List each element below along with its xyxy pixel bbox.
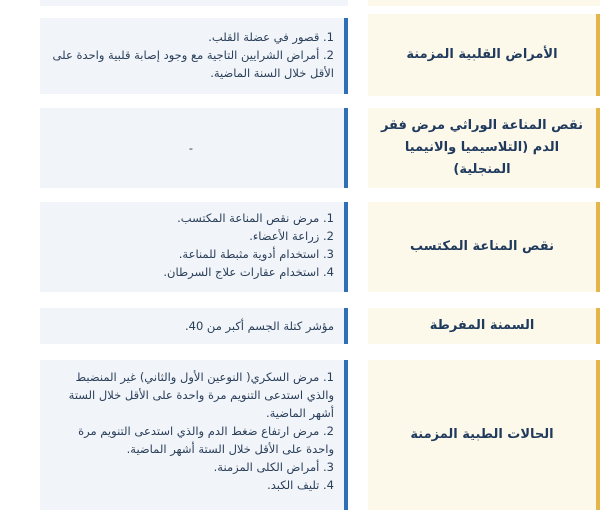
- condition-row-acquired-immunodeficiency: [0, 202, 600, 292]
- condition-label: [368, 202, 600, 292]
- list-item: 3. أمراض الكلى المزمنة.: [213, 460, 334, 474]
- condition-detail: [40, 360, 348, 510]
- list-item: 2. زراعة الأعضاء.: [249, 229, 334, 243]
- condition-label: [368, 108, 600, 188]
- previous-row-fragment: [40, 0, 348, 6]
- condition-detail-list: [48, 368, 334, 494]
- condition-row-obesity: [0, 308, 600, 344]
- condition-label-text: نقص المناعة الوراثي مرض فقر الدم (التلاسيميا والانيميا المنجلية): [380, 118, 584, 177]
- condition-detail: [40, 18, 348, 94]
- list-item: 1. مرض نقص المناعة المكتسب.: [177, 211, 334, 225]
- condition-label-text: الحالات الطبية المزمنة: [410, 427, 554, 442]
- condition-label: [368, 308, 600, 344]
- list-item: 2. مرض ارتفاع ضغط الدم والذي استدعى التنويم مرة واحدة على الأقل خلال الستة أشهر الماضية.: [78, 424, 334, 456]
- previous-row-label-fragment: [368, 0, 600, 6]
- list-item: 4. تليف الكبد.: [267, 478, 334, 492]
- condition-detail-text: -: [188, 141, 194, 155]
- condition-row-immune-anemia: [0, 108, 600, 188]
- condition-detail: [40, 202, 348, 292]
- list-item: 2. أمراض الشرايين التاجية مع وجود إصابة قلبية واحدة على الأقل خلال السنة الماضية.: [52, 48, 334, 80]
- condition-label: [368, 360, 600, 510]
- condition-detail-text: مؤشر كتلة الجسم أكبر من 40.: [184, 319, 334, 333]
- list-item: 4. استخدام عقارات علاج السرطان.: [163, 265, 334, 279]
- condition-detail-list: [48, 28, 334, 82]
- condition-label-text: السمنة المفرطة: [429, 318, 535, 333]
- condition-label: [368, 14, 600, 96]
- list-item: 1. قصور في عضلة القلب.: [208, 30, 334, 44]
- condition-row-chronic-heart: [0, 14, 600, 96]
- condition-detail: [40, 308, 348, 344]
- list-item: 1. مرض السكري( النوعين الأول والثاني) غير المنضبط والذي استدعى التنويم مرة واحدة على الأقل خلال الستة أشهر الماضية.: [68, 370, 334, 420]
- condition-detail: [40, 108, 348, 188]
- condition-detail-list: [48, 209, 334, 281]
- condition-label-text: نقص المناعة المكتسب: [410, 239, 554, 254]
- list-item: 3. استخدام أدوية مثبطة للمناعة.: [178, 247, 334, 261]
- condition-label-text: الأمراض القلبية المزمنة: [406, 47, 558, 62]
- condition-row-chronic-medical: [0, 360, 600, 510]
